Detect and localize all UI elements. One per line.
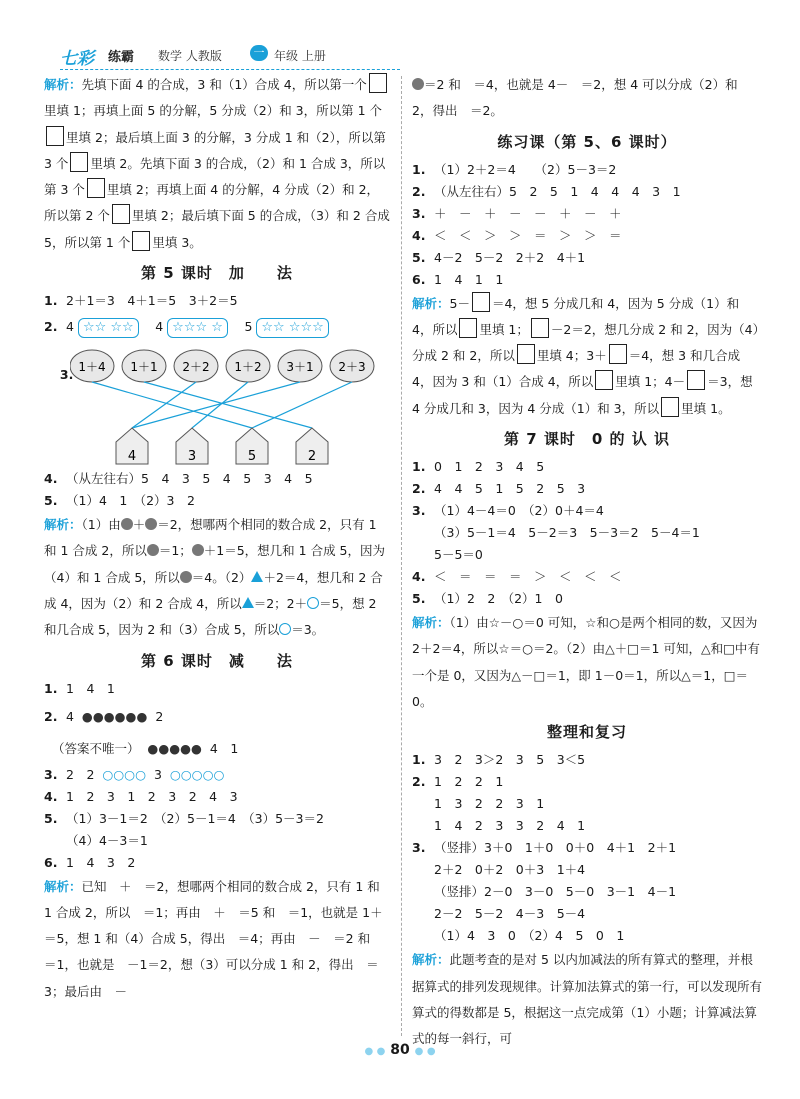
blank-box xyxy=(472,292,490,312)
r-q3c: （竖排）2－0 3－0 5－0 3－1 4－1 xyxy=(434,884,677,900)
l6-q2b: （答案不唯一） ●●●●● 4 1 xyxy=(51,740,239,756)
l6-q4: 4. 1 2 3 1 2 3 2 4 3 xyxy=(44,788,238,804)
l5-analysis: 解析：（1）由 ＋ ＝2，想哪两个相同的数合成 2，只有 1 和 1 合成 2，所以 ＝1； ＋1＝5，想几和 1 合成 5，因为（4）和 1 合成 5，所以 ＝4。（2） ＋2＝4，想几和 2 合成 4，因为（2）和 2 合成 4，所以 ＝2；2＋ ＝5，想 2 和几合成 5，因为 2 和（3）合成 5，所以 ＝3。 xyxy=(44,517,386,638)
l6-q5: 5. （1）3－1＝2 （2）5－1＝4 （3）5－3＝2 xyxy=(44,810,324,826)
l7-analysis: 解析：（1）由☆－○＝0 可知，☆和○是两个相同的数，又因为 2＋2＝4，所以☆＝○＝2。（2）由△＋□＝1 可知，△和□中有一个是 0，又因为△－□＝1，即 1－0＝1，所以△＝1，□＝0。 xyxy=(412,615,760,709)
practice-analysis: 解析：5－ ＝4，想 5 分成几和 4，因为 5 分成（1）和 4，所以 里填 1； －2＝2，想几分成 2 和 2，因为（4）分成 2 和 2，所以 里填 4；3＋ ＝4，想 3 和几合成 4，因为 3 和（1）合成 4，所以 里填 1；4－ ＝3，想 4 分成几和 3，因为 4 分成（1）和 3，所以 里填 1。 xyxy=(412,291,762,422)
p-q1: 1. （1）2＋2＝4 （2）5－3＝2 xyxy=(412,161,617,177)
triangle-icon xyxy=(251,571,263,582)
column-divider xyxy=(401,76,402,1036)
circle-icon xyxy=(279,623,291,635)
brand-name: 练霸 xyxy=(108,50,135,65)
l7-q4: 4. ＜ ＝ ＝ ＝ ＞ ＜ ＜ ＜ xyxy=(412,569,622,585)
continued-analysis: ＝2 和 ＝4，也就是 4－ ＝2，想 4 可以分成（2）和 2，得出 ＝2。 xyxy=(412,77,738,119)
l6-analysis: 解析：已知 ＋ ＝2，想哪两个相同的数合成 2，只有 1 和 1 合成 2，所以 ＝1；再由 ＋ ＝5 和 ＝1，也就是 1＋ ＝5，想 1 和（4）合成 5，得出 ＝4；再由 － ＝2 和 ＝1，也就是 －1＝2，想（3）可以分成 1 和 2，得出 ＝3；最后由 － xyxy=(44,878,396,999)
blank-box xyxy=(517,344,535,364)
l5-q1: 1. 2＋1＝3 4＋1＝5 3＋2＝5 xyxy=(44,293,238,309)
l6-q1: 1. 1 4 1 xyxy=(44,680,115,696)
house-label: 3 xyxy=(187,449,197,465)
intro-analysis: 解析：先填下面 4 的合成，3 和（1）合成 4，所以第一个里填 1；再填上面 5 的分解，5 分成（2）和 3，所以第 1 个里填 2；最后填上面 3 的分解，3 分成 1 和（2），所以第 3 个 里填 2。先填下面 3 的合成，（2）和 1 合成 3，所以第 3 个 里填 2；再填上面 4 的分解，4 分成（2）和 2，所以第 2 个 里填 2；最后填下面 5 的合成，（3）和 2 合成 5，所以第 1 个 里填 3。 xyxy=(44,72,390,256)
lesson5-title: 第 5 课时 加 法 xyxy=(141,264,293,283)
brand-logo: 七彩 xyxy=(60,49,94,69)
house-label: 5 xyxy=(247,449,257,465)
l6-q2: 2. 4 ●●●●●● 2 xyxy=(44,708,164,724)
circle-icon xyxy=(307,597,319,609)
blank-box xyxy=(459,318,477,338)
lesson7-title: 第 7 课时 0 的 认 识 xyxy=(504,430,670,449)
crossed-apples-icon: ●●●●●● xyxy=(81,708,148,724)
blank-box xyxy=(70,152,88,172)
blank-box xyxy=(369,73,387,93)
match-line xyxy=(192,382,248,428)
r-q3d: 2－2 5－2 4－3 5－4 xyxy=(434,906,586,922)
circles-icon: ○○○○ xyxy=(102,766,146,782)
blank-box xyxy=(531,318,549,338)
triangle-icon xyxy=(242,597,254,608)
p-q4: 4. ＜ ＜ ＞ ＞ ＝ ＞ ＞ ＝ xyxy=(412,227,622,243)
l5-q4: 4. （从左往右）5 4 3 5 4 5 3 4 5 xyxy=(44,471,313,487)
l5-q5: 5. （1）4 1 （2）3 2 xyxy=(44,493,195,509)
bird-house-matching-diagram xyxy=(70,344,390,468)
blank-box xyxy=(687,370,705,390)
crossed-circles-icon: ○○○○○ xyxy=(169,766,225,782)
match-line xyxy=(252,382,352,428)
apple-icon xyxy=(147,544,159,556)
right-column xyxy=(412,72,762,1052)
page-footer: ● ● 80 ● ● xyxy=(364,1042,436,1058)
r-q2c: 1 4 2 3 3 2 4 1 xyxy=(434,818,586,834)
review-analysis: 解析：此题考查的是对 5 以内加减法的所有算式的整理，并根据算式的排列发现规律。计算加法算式的第一行，可以发现所有算式的得数都是 5，根据这一点完成第（1）小题；计算减法算式的每一斜行，可 xyxy=(412,952,763,1047)
house-label: 4 xyxy=(127,449,137,465)
l7-q3b: （3）5－1＝4 5－2＝3 5－3＝2 5－4＝1 xyxy=(434,525,700,541)
bird-label: 1＋2 xyxy=(234,360,262,375)
r-q1: 1. 3 2 3＞2 3 5 3＜5 xyxy=(412,752,586,768)
lesson6-title: 第 6 课时 减 法 xyxy=(141,651,293,670)
match-line xyxy=(132,382,300,428)
l6-q3: 3. 2 2 ○○○○ 3 ○○○○○ xyxy=(44,766,225,782)
blank-box xyxy=(112,204,130,224)
l7-q3c: 5－5＝0 xyxy=(434,547,483,563)
p-q6: 6. 1 4 1 1 xyxy=(412,271,504,287)
star-group: ☆☆ ☆☆ xyxy=(78,318,139,338)
l7-q5: 5. （1）2 2 （2）1 0 xyxy=(412,591,563,607)
star-group: ☆☆ ☆☆☆ xyxy=(256,318,328,338)
grade-number: 一 xyxy=(250,45,268,61)
bird-label: 1＋1 xyxy=(130,360,158,375)
blank-box xyxy=(87,178,105,198)
match-line xyxy=(132,382,196,428)
r-q2b: 1 3 2 2 3 1 xyxy=(434,796,545,812)
r-q2: 2. 1 2 2 1 xyxy=(412,774,504,790)
blank-box xyxy=(132,231,150,251)
page-header xyxy=(60,44,380,68)
apple-icon xyxy=(121,518,133,530)
r-q3e: （1）4 3 0 （2）4 5 0 1 xyxy=(434,928,625,944)
bird-label: 3＋1 xyxy=(286,360,314,375)
header-divider xyxy=(60,69,400,70)
page-number: 80 xyxy=(390,1042,410,1058)
blank-box xyxy=(46,126,64,146)
p-q3: 3. ＋ － ＋ － － ＋ － ＋ xyxy=(412,205,622,221)
r-q3: 3. （竖排）3＋0 1＋0 0＋0 4＋1 2＋1 xyxy=(412,840,677,856)
l7-q3: 3. （1）4－4＝0 （2）0＋4＝4 xyxy=(412,503,604,519)
bird-label: 2＋3 xyxy=(338,360,366,375)
l5-q3: 3. 1＋4 1＋1 2＋2 1＋2 3＋1 2＋3 4 3 5 2 xyxy=(44,342,390,468)
l7-q1: 1. 0 1 2 3 4 5 xyxy=(412,459,545,475)
r-q3b: 2＋2 0＋2 0＋3 1＋4 xyxy=(434,862,586,878)
practice-title: 练习课（第 5、6 课时） xyxy=(497,132,677,151)
apple-icon xyxy=(180,571,192,583)
apple-icon xyxy=(145,518,157,530)
crossed-apples-icon: ●●●●● xyxy=(147,740,202,756)
subject-label: 数学 人教版 xyxy=(158,49,222,63)
p-q2: 2. （从左往右）5 2 5 1 4 4 4 3 1 xyxy=(412,183,681,199)
left-column xyxy=(44,72,396,1005)
review-title: 整理和复习 xyxy=(546,723,627,742)
apple-icon xyxy=(192,544,204,556)
l7-q2: 2. 4 4 5 1 5 2 5 3 xyxy=(412,481,586,497)
apple-icon xyxy=(412,78,424,90)
grade-label: 年级 上册 xyxy=(274,49,326,63)
l6-q5b: （4）4－3＝1 xyxy=(66,832,148,848)
blank-box xyxy=(595,370,613,390)
blank-box xyxy=(661,397,679,417)
p-q5: 5. 4－2 5－2 2＋2 4＋1 xyxy=(412,249,586,265)
star-group: ☆☆☆ ☆ xyxy=(167,318,228,338)
bird-label: 2＋2 xyxy=(182,360,210,375)
l6-q6: 6. 1 4 3 2 xyxy=(44,854,136,870)
l5-q2: 2. 4 ☆☆ ☆☆ 4 ☆☆☆ ☆ 5 ☆☆ ☆☆☆ xyxy=(44,312,390,342)
blank-box xyxy=(609,344,627,364)
house-label: 2 xyxy=(307,449,317,465)
bird-label: 1＋4 xyxy=(78,360,106,375)
